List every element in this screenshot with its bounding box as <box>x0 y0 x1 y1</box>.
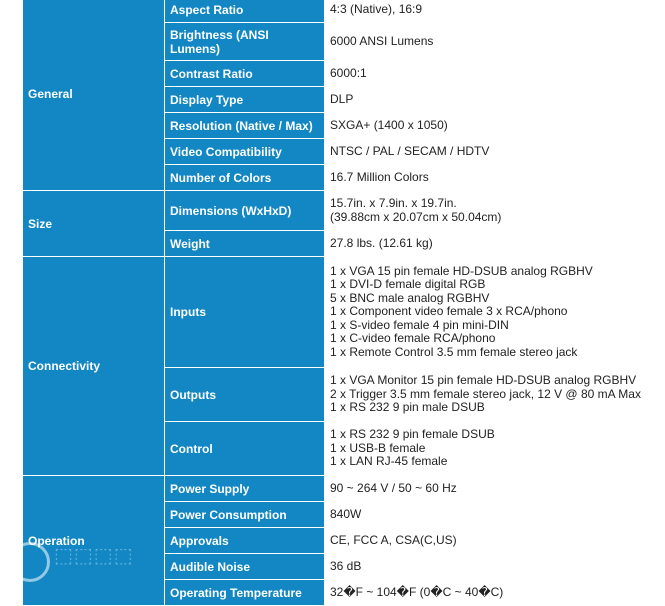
spec-value-line: 36 dB <box>330 558 362 573</box>
spec-value-line: 1 x USB-B female <box>330 440 426 455</box>
spec-label: Brightness (ANSI Lumens) <box>165 23 325 61</box>
spec-value <box>325 502 665 528</box>
spec-category: Connectivity <box>23 257 165 476</box>
spec-value <box>325 580 665 606</box>
spec-value <box>325 165 665 191</box>
spec-value-line: 27.8 lbs. (12.61 kg) <box>330 235 433 250</box>
watermark-logo-text: ⬚⬚⬚⬚ <box>54 543 134 567</box>
spec-value <box>325 113 665 139</box>
spec-value-line: (39.88cm x 20.07cm x 50.04cm) <box>330 209 502 224</box>
spec-row <box>23 476 665 502</box>
spec-value-line: 840W <box>330 506 362 521</box>
spec-value <box>325 139 665 165</box>
spec-table-body <box>23 0 665 606</box>
spec-value-line: 16.7 Million Colors <box>330 169 429 184</box>
spec-label: Resolution (Native / Max) <box>165 113 325 139</box>
spec-value <box>325 528 665 554</box>
spec-label: Approvals <box>165 528 325 554</box>
spec-label: Video Compatibility <box>165 139 325 165</box>
spec-value <box>325 231 665 257</box>
spec-value <box>325 191 665 231</box>
spec-value <box>325 368 665 422</box>
spec-value-line: 90 ~ 264 V / 50 ~ 60 Hz <box>330 480 457 495</box>
spec-value <box>325 422 665 476</box>
spec-value-line: 1 x DVI-D female digital RGB <box>330 277 486 292</box>
spec-category: Operation <box>23 476 165 606</box>
spec-row <box>23 257 665 368</box>
spec-value-line: 1 x Remote Control 3.5 mm female stereo jack <box>330 344 578 359</box>
spec-value <box>325 23 665 61</box>
spec-value-line: 1 x LAN RJ-45 female <box>330 454 448 469</box>
spec-value-line: 1 x S-video female 4 pin mini-DIN <box>330 317 509 332</box>
spec-value-line: 6000:1 <box>330 65 367 80</box>
spec-label: Number of Colors <box>165 165 325 191</box>
spec-value-line: 1 x VGA Monitor 15 pin female HD-DSUB analog RGBHV <box>330 373 637 388</box>
spec-label: Power Consumption <box>165 502 325 528</box>
spec-label: Audible Noise <box>165 554 325 580</box>
spec-category: General <box>23 0 165 191</box>
spec-value-line: CE, FCC A, CSA(C,US) <box>330 532 457 547</box>
spec-value-line: 6000 ANSI Lumens <box>330 33 434 48</box>
spec-value-line: 15.7in. x 7.9in. x 19.7in. <box>330 196 457 210</box>
spec-value <box>325 87 665 113</box>
spec-label: Aspect Ratio <box>165 0 325 23</box>
spec-label: Control <box>165 422 325 476</box>
spec-value-line: 4:3 (Native), 16:9 <box>330 1 423 16</box>
spec-value-line: 5 x BNC male analog RGBHV <box>330 290 490 305</box>
spec-value-line: SXGA+ (1400 x 1050) <box>330 117 448 132</box>
spec-category: Size <box>23 191 165 257</box>
spec-value-line: NTSC / PAL / SECAM / HDTV <box>330 143 490 158</box>
spec-value-line: 1 x RS 232 9 pin female DSUB <box>330 427 495 442</box>
spec-label: Display Type <box>165 87 325 113</box>
spec-value <box>325 257 665 368</box>
spec-row <box>23 0 665 23</box>
spec-value <box>325 476 665 502</box>
spec-row <box>23 191 665 231</box>
spec-value <box>325 61 665 87</box>
spec-value-line: 32�F ~ 104�F (0�C ~ 40�C) <box>330 584 504 599</box>
spec-label: Inputs <box>165 257 325 368</box>
spec-value-line: 1 x VGA 15 pin female HD-DSUB analog RGBHV <box>330 263 593 278</box>
spec-value <box>325 554 665 580</box>
spec-label: Contrast Ratio <box>165 61 325 87</box>
spec-label: Dimensions (WxHxD) <box>165 191 325 231</box>
spec-value-line: DLP <box>330 91 354 106</box>
spec-value <box>325 0 665 23</box>
spec-label: Outputs <box>165 368 325 422</box>
spec-value-line: 1 x RS 232 9 pin male DSUB <box>330 400 485 415</box>
spec-label: Power Supply <box>165 476 325 502</box>
spec-value-line: 1 x C-video female RCA/phono <box>330 331 496 346</box>
spec-table <box>22 0 665 606</box>
spec-value-line: 2 x Trigger 3.5 mm female stereo jack, 12 V @ 80 mA Max <box>330 386 641 401</box>
spec-label: Operating Temperature <box>165 580 325 606</box>
spec-label: Weight <box>165 231 325 257</box>
spec-value-line: 1 x Component video female 3 x RCA/phono <box>330 304 568 319</box>
